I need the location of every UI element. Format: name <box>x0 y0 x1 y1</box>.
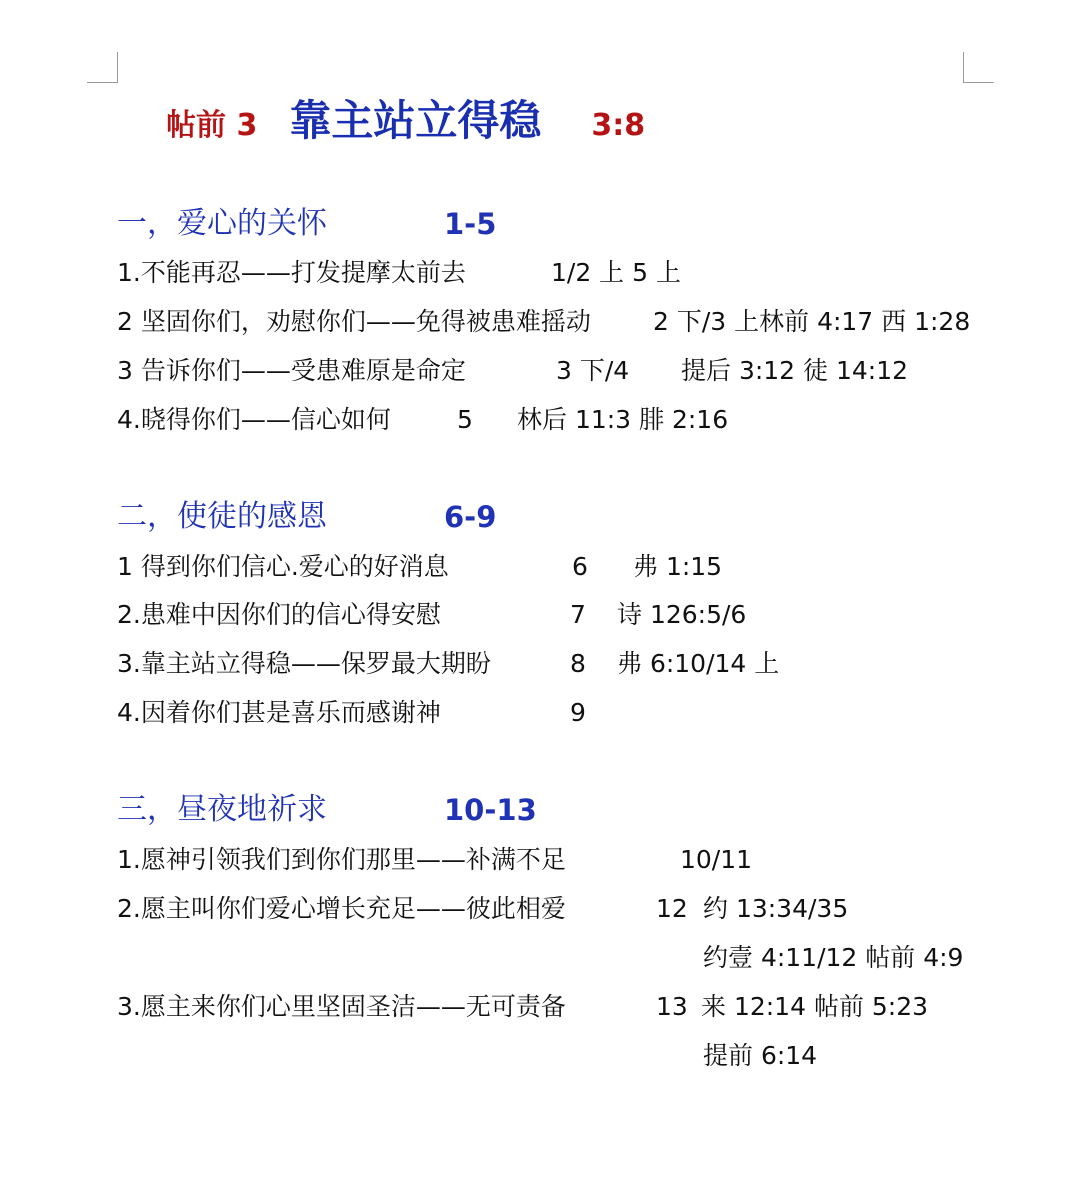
verse-ref: 8 <box>570 649 586 678</box>
outline-item <box>117 843 753 877</box>
section-heading-3 <box>117 790 537 830</box>
verse-ref: 9 <box>570 698 586 727</box>
outline-item <box>117 892 849 926</box>
outline-item <box>117 354 909 388</box>
cross-ref: 弗 1:15 <box>633 552 723 581</box>
cross-ref: 约壹 4:11/12 帖前 4:9 <box>703 943 964 972</box>
cross-ref: 约 13:34/35 <box>703 894 849 923</box>
outline-item-text: 1 得到你们信心.爱心的好消息 <box>117 552 449 581</box>
margin-corner-mark-top-right <box>963 52 994 83</box>
margin-corner-mark-top-left <box>87 52 118 83</box>
cross-ref: 提后 3:12 徒 14:12 <box>681 356 909 385</box>
outline-item <box>117 696 586 730</box>
verse-ref: 7 <box>570 600 586 629</box>
section-heading-text: 二，使徒的感恩 <box>117 499 327 534</box>
outline-item <box>117 403 729 437</box>
section-heading-text: 一，爱心的关怀 <box>117 206 327 241</box>
outline-item <box>117 256 681 290</box>
section-range: 1-5 <box>444 207 497 241</box>
outline-item <box>117 990 929 1024</box>
title-verse: 3:8 <box>591 108 646 143</box>
cross-ref: 来 12:14 帖前 5:23 <box>701 992 929 1021</box>
outline-item <box>117 305 971 339</box>
verse-ref: 10/11 <box>680 845 753 874</box>
outline-item-text: 3 告诉你们——受患难原是命定 <box>117 356 466 385</box>
outline-item <box>117 550 723 584</box>
verse-ref: 1/2 上 5 上 <box>551 258 681 287</box>
section-heading-1 <box>117 204 497 244</box>
outline-item-text: 1.不能再忍——打发提摩太前去 <box>117 258 466 287</box>
outline-item-text: 2 坚固你们，劝慰你们——免得被患难摇动 <box>117 307 591 336</box>
outline-item-text: 3.靠主站立得稳——保罗最大期盼 <box>117 649 491 678</box>
verse-ref: 3 下/4 <box>556 356 630 385</box>
title-book-ref: 帖前 3 <box>166 108 258 143</box>
verse-ref: 13 <box>656 992 688 1021</box>
outline-item <box>117 598 747 632</box>
verse-ref: 2 下/3 上林前 4:17 西 1:28 <box>653 307 971 336</box>
section-heading-2 <box>117 497 497 537</box>
outline-item-text: 3.愿主来你们心里坚固圣洁——无可责备 <box>117 992 566 1021</box>
outline-item-text: 2.愿主叫你们爱心增长充足——彼此相爱 <box>117 894 566 923</box>
section-range: 6-9 <box>444 500 497 534</box>
cross-ref: 诗 126:5/6 <box>617 600 747 629</box>
verse-ref: 5 <box>457 405 473 434</box>
outline-item-text: 2.患难中因你们的信心得安慰 <box>117 600 441 629</box>
section-range: 10-13 <box>444 793 537 827</box>
outline-item-text: 4.因着你们甚是喜乐而感谢神 <box>117 698 441 727</box>
verse-ref: 12 <box>656 894 688 923</box>
verse-ref: 6 <box>572 552 588 581</box>
section-heading-text: 三，昼夜地祈求 <box>117 792 327 827</box>
cross-ref: 提前 6:14 <box>703 1041 818 1070</box>
outline-item-text: 1.愿神引领我们到你们那里——补满不足 <box>117 845 566 874</box>
document-title: 靠主站立得稳 <box>289 96 542 145</box>
cross-ref: 林后 11:3 腓 2:16 <box>517 405 729 434</box>
outline-item <box>117 647 780 681</box>
outline-item-text: 4.晓得你们——信心如何 <box>117 405 391 434</box>
cross-ref: 弗 6:10/14 上 <box>617 649 780 678</box>
document-title-row <box>166 88 645 148</box>
